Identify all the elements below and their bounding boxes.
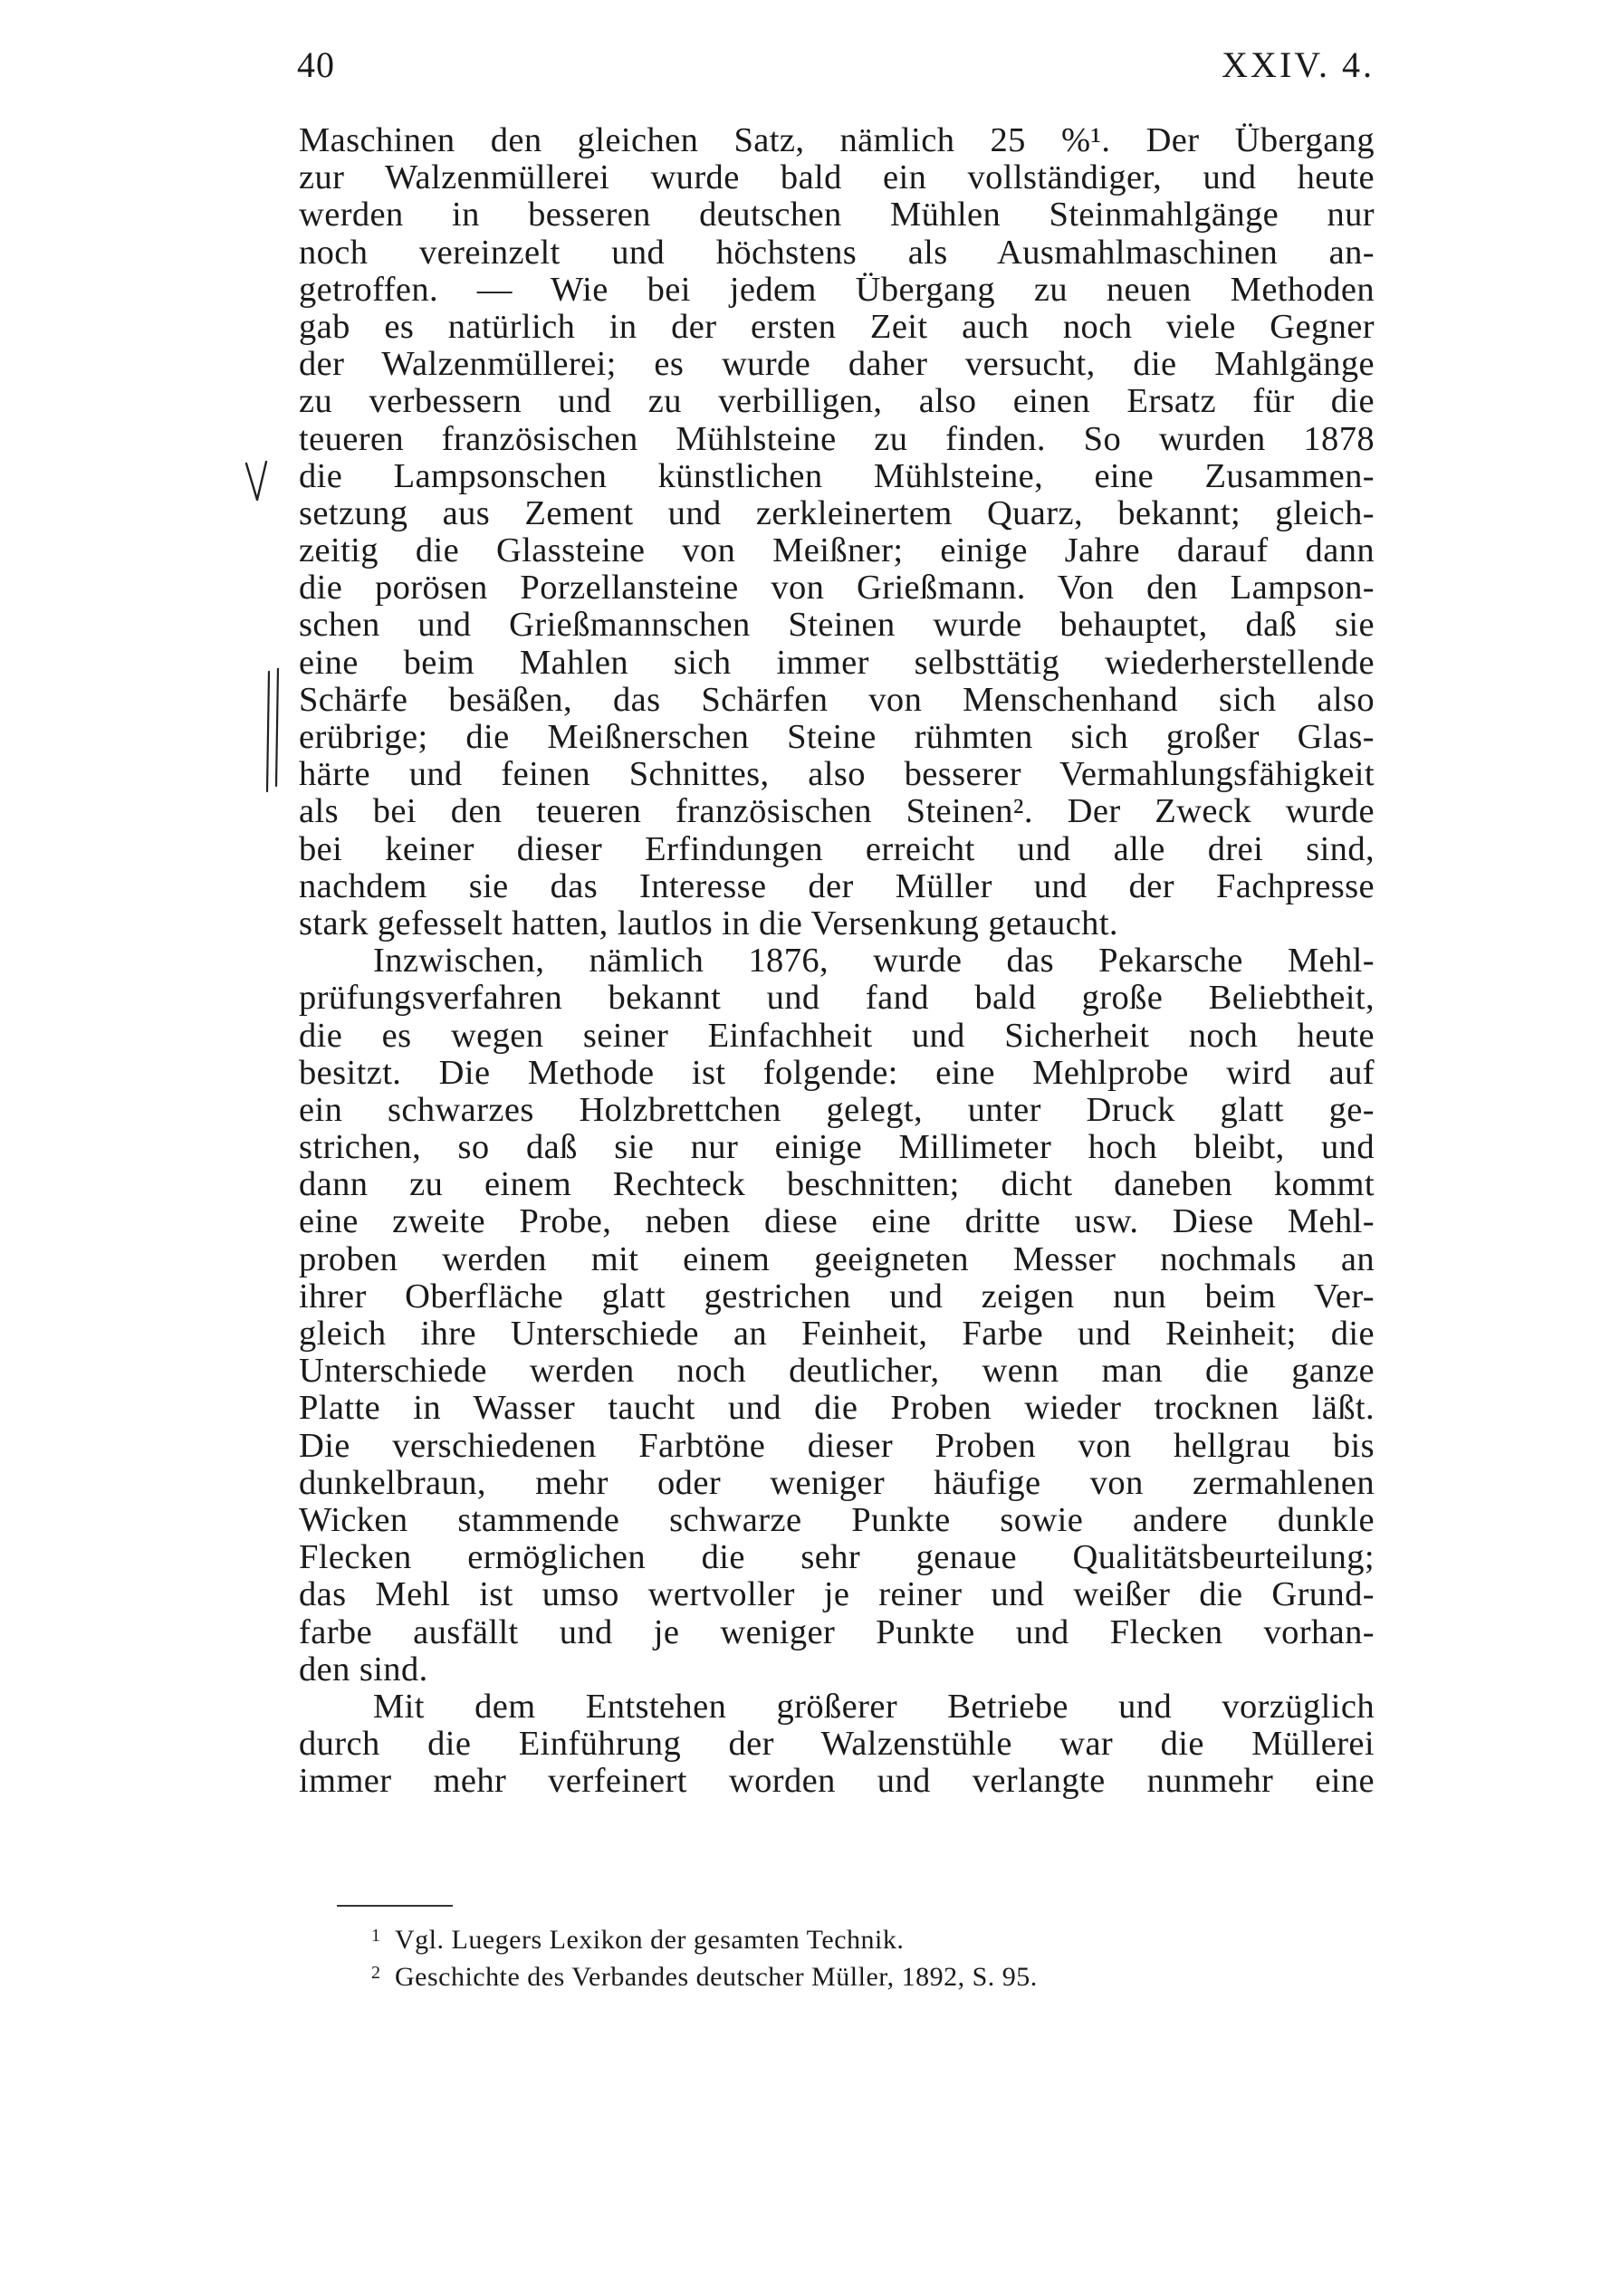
text-line: Maschinen den gleichen Satz, nämlich 25 %¹. Der Übergang (299, 121, 1375, 159)
text-line: noch vereinzelt und höchstens als Ausmahlmaschinen an- (299, 233, 1375, 272)
text-line: ihrer Oberfläche glatt gestrichen und zeigen nun beim Ver- (299, 1277, 1375, 1315)
text-line: nachdem sie das Interesse der Müller und der Fachpresse (299, 866, 1375, 905)
text-line: zu verbessern und zu verbilligen, also einen Ersatz für die (299, 382, 1375, 421)
text-line: härte und feinen Schnittes, also besserer Vermahlungsfähigkeit (299, 755, 1375, 794)
text-line: eine zweite Probe, neben diese eine dritte usw. Diese Mehl- (299, 1202, 1375, 1241)
text-line: dunkelbraun, mehr oder weniger häufige von zermahlenen (299, 1463, 1375, 1502)
text-line: werden in besseren deutschen Mühlen Steinmahlgänge nur (299, 196, 1375, 234)
text-line: zeitig die Glassteine von Meißner; einige Jahre darauf dann (299, 531, 1375, 570)
text-line: Mit dem Entstehen größerer Betriebe und vorzüglich (373, 1687, 1375, 1726)
text-line: dann zu einem Rechteck beschnitten; dicht daneben kommt (299, 1165, 1375, 1204)
text-line: die es wegen seiner Einfachheit und Sicherheit noch heute (299, 1016, 1375, 1055)
text-line: zur Walzenmüllerei wurde bald ein vollständiger, und heute (299, 158, 1375, 197)
text-line: Die verschiedenen Farbtöne dieser Proben von hellgrau bis (299, 1426, 1375, 1465)
text-line: setzung aus Zement und zerkleinertem Quarz, bekannt; gleich- (299, 493, 1375, 532)
text-line: Wicken stammende schwarze Punkte sowie andere dunkle (299, 1500, 1375, 1539)
text-line: Inzwischen, nämlich 1876, wurde das Pekarsche Mehl- (373, 942, 1375, 981)
body-text (299, 122, 1375, 1800)
footnote-2 (371, 1956, 1375, 1994)
footnote-mark: 1 (371, 1926, 381, 1946)
text-line: besitzt. Die Methode ist folgende: eine Mehlprobe wird auf (299, 1053, 1375, 1092)
text-line: prüfungsverfahren bekannt und fand bald große Beliebtheit, (299, 979, 1375, 1018)
text-line: stark gefesselt hatten, lautlos in die Versenkung getaucht. (299, 904, 1118, 942)
text-line: eine beim Mahlen sich immer selbsttätig wiederherstellende (299, 643, 1375, 682)
text-line: Schärfe besäßen, das Schärfen von Menschenhand sich also (299, 680, 1375, 719)
text-line: bei keiner dieser Erfindungen erreicht und alle drei sind, (299, 829, 1375, 868)
text-line: immer mehr verfeinert worden und verlangte nunmehr eine (299, 1762, 1375, 1801)
text-line: die Lampsonschen künstlichen Mühlsteine, eine Zusammen- (299, 456, 1375, 495)
footnote-divider (337, 1905, 453, 1907)
text-line: proben werden mit einem geeigneten Messer nochmals an (299, 1239, 1375, 1278)
paragraph-2 (299, 942, 1375, 1689)
page-number: 40 (297, 44, 335, 85)
text-line: durch die Einführung der Walzenstühle war die Müllerei (299, 1725, 1375, 1764)
text-line: Platte in Wasser taucht und die Proben wieder trocknen läßt. (299, 1389, 1375, 1428)
text-line: Unterschiede werden noch deutlicher, wenn man die ganze (299, 1352, 1375, 1391)
text-line: ein schwarzes Holzbrettchen gelegt, unter Druck glatt ge- (299, 1090, 1375, 1129)
page-header (297, 43, 1375, 98)
footnote-1 (371, 1919, 1375, 1956)
text-line: der Walzenmüllerei; es wurde daher versucht, die Mahlgänge (299, 345, 1375, 384)
footnotes (371, 1919, 1375, 1994)
text-line: erübrige; die Meißnerschen Steine rühmten sich großer Glas- (299, 718, 1375, 756)
text-line: den sind. (299, 1650, 428, 1689)
text-line: teueren französischen Mühlsteine zu finden. So wurden 1878 (299, 419, 1375, 458)
text-line: das Mehl ist umso wertvoller je reiner und weißer die Grund- (299, 1575, 1375, 1614)
text-line: schen und Grießmannschen Steinen wurde behauptet, daß sie (299, 606, 1375, 645)
text-line: strichen, so daß sie nur einige Millimeter hoch bleibt, und (299, 1128, 1375, 1167)
footnote-text: Vgl. Luegers Lexikon der gesamten Technik. (395, 1925, 905, 1955)
paragraph-3 (299, 1689, 1375, 1801)
section-reference: XXIV. 4. (1222, 44, 1375, 85)
text-line: die porösen Porzellansteine von Grießmann. Von den Lampson- (299, 569, 1375, 607)
text-line: gleich ihre Unterschiede an Feinheit, Farbe und Reinheit; die (299, 1315, 1375, 1353)
text-line: farbe ausfällt und je weniger Punkte und Flecken vorhan- (299, 1612, 1375, 1651)
margin-vertical-bars (263, 668, 286, 795)
text-line: als bei den teueren französischen Steinen². Der Zweck wurde (299, 792, 1375, 831)
text-line: Flecken ermöglichen die sehr genaue Qualitätsbeurteilung; (299, 1538, 1375, 1577)
footnote-mark: 2 (371, 1963, 381, 1983)
text-line: getroffen. — Wie bei jedem Übergang zu neuen Methoden (299, 270, 1375, 309)
paragraph-1 (299, 122, 1375, 942)
text-line: gab es natürlich in der ersten Zeit auch noch viele Gegner (299, 307, 1375, 346)
margin-check-mark (244, 460, 272, 505)
footnote-text: Geschichte des Verbandes deutscher Müller, 1892, S. 95. (395, 1962, 1038, 1992)
